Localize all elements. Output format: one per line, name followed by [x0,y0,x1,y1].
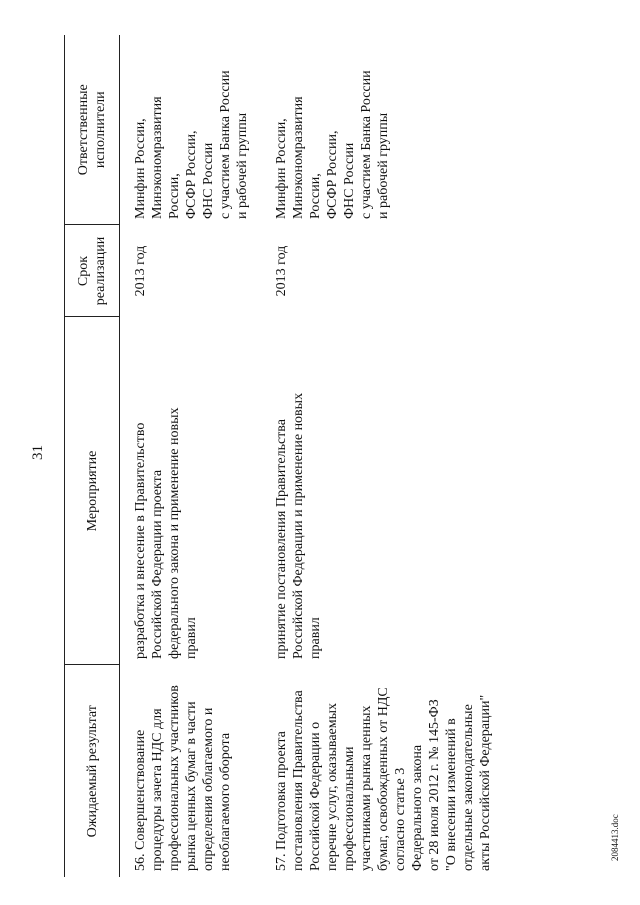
cell-result: 57. Подготовка проекта постановления Правительства Российской Федерации о перечне услуг, оказываемых профессиональными участниками рынка ценных бумаг, освобожденных от НДС согласно статье 3 Федерального закона от 28 июля 2012 г. № 145-ФЗ "О внесении изменений в отдельные законодательные акты Российской Федерации" [274,687,493,871]
header-measure: Мероприятие [65,317,120,665]
page-number: 31 [30,445,46,460]
cell-executors: Минфин России, Минэкономразвития России, ФСФР России, ФНС России с участием Банка России и рабочей группы [133,70,250,219]
table-header-row [65,35,120,877]
cell-measure: разработка и внесение в Правительство Российской Федерации проекта федерального закона и применение новых правил [133,407,199,659]
cell-term: 2013 год [274,245,289,297]
cell-result: 56. Совершенствование процедуры зачета НДС для профессиональных участников рынка ценных бумаг в части определения облагаемого и необлагаемого оборота [133,685,233,871]
table-row [120,35,262,877]
cell-measure: принятие постановления Правительства Российской Федерации и применение новых правил [274,392,323,659]
footer-file-name: 2084413.doc [610,814,620,861]
header-executors: Ответственные исполнители [65,35,120,225]
header-expected-result: Ожидаемый результат [65,665,120,877]
cell-executors: Минфин России, Минэкономразвития России, ФСФР России, ФНС России с участием Банка России и рабочей группы [274,70,391,219]
cell-term: 2013 год [133,245,148,297]
header-term: Срок реализации [65,225,120,317]
table-row [261,35,504,877]
measures-table [64,35,504,877]
